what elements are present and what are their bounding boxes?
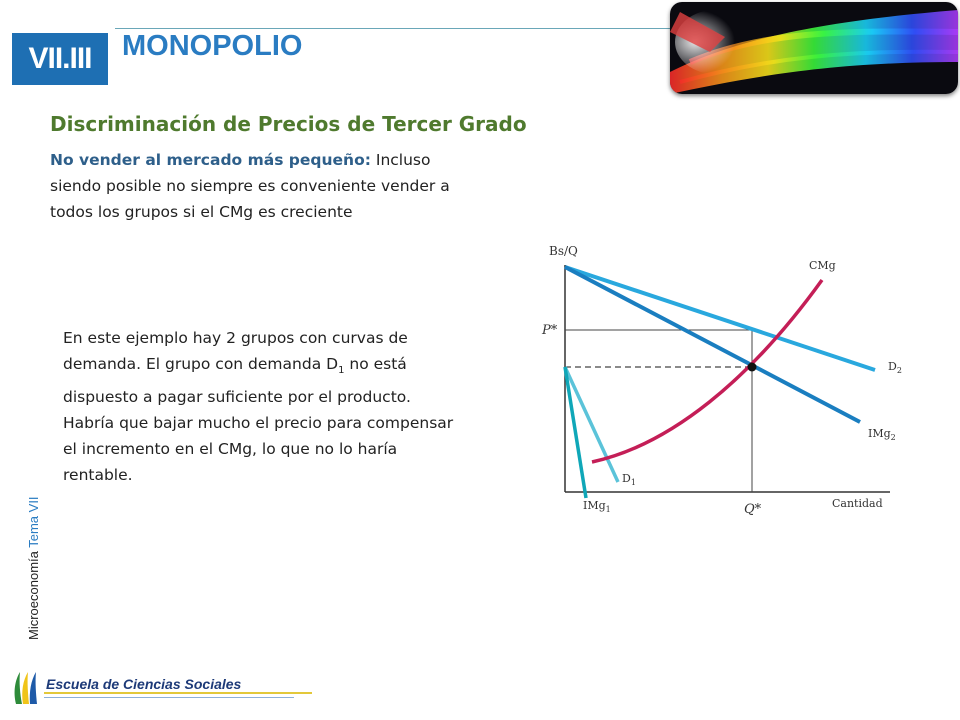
diagram-svg bbox=[520, 230, 920, 530]
example-paragraph bbox=[63, 325, 458, 488]
equilibrium-point bbox=[748, 363, 757, 372]
d1-label-main: D bbox=[622, 472, 631, 485]
price-label: P* bbox=[542, 323, 558, 338]
d2-label-main: D bbox=[888, 360, 897, 373]
header-banner-image bbox=[670, 2, 958, 94]
example-text-b: no está dispuesto a pagar suficiente por el producto. Habría que bajar mucho el precio para compensar el incremento en el CMg, lo que no lo haría rentable. bbox=[63, 355, 454, 485]
cmg-curve bbox=[592, 280, 822, 462]
img1-label bbox=[583, 499, 611, 514]
img2-label bbox=[868, 427, 896, 442]
slide-subtitle: Discriminación de Precios de Tercer Grado bbox=[50, 112, 527, 136]
rainbow-light-picture bbox=[670, 2, 958, 94]
school-name: Escuela de Ciencias Sociales bbox=[46, 676, 242, 692]
img1-label-main: IMg bbox=[583, 499, 606, 512]
page-title: MONOPOLIO bbox=[122, 30, 303, 62]
quantity-label: Q* bbox=[744, 502, 762, 517]
section-badge: VII.III bbox=[12, 33, 108, 85]
intro-paragraph bbox=[50, 147, 450, 225]
x-axis-label: Cantidad bbox=[832, 497, 883, 510]
course-topic: Tema VII bbox=[26, 496, 41, 548]
footer-rule-blue bbox=[44, 697, 294, 698]
img2-label-main: IMg bbox=[868, 427, 891, 440]
example-text-a: En este ejemplo hay 2 grupos con curvas de demanda. El grupo con demanda D bbox=[63, 329, 408, 373]
cmg-label: CMg bbox=[809, 259, 836, 272]
intro-lead: No vender al mercado más pequeño: bbox=[50, 151, 371, 169]
d2-curve bbox=[565, 267, 875, 370]
d2-label-sub: 2 bbox=[896, 366, 902, 375]
course-name: Microeconomía bbox=[26, 547, 41, 640]
header-rule bbox=[115, 28, 675, 29]
intro-body: Incluso siendo posible no siempre es conveniente vender a todos los grupos si el CMg es creciente bbox=[50, 151, 450, 221]
leaf-stripes-icon bbox=[12, 670, 42, 706]
y-axis-label: Bs/Q bbox=[549, 244, 578, 258]
price-discrimination-diagram bbox=[520, 230, 920, 534]
img1-label-sub: 1 bbox=[605, 505, 611, 514]
d1-label bbox=[622, 472, 636, 487]
d1-label-sub: 1 bbox=[630, 478, 636, 487]
course-label-vertical bbox=[26, 496, 41, 640]
school-logo-icon bbox=[12, 670, 42, 706]
example-subscript: 1 bbox=[338, 365, 345, 377]
img2-label-sub: 2 bbox=[890, 433, 896, 442]
footer-rule-yellow bbox=[44, 692, 312, 694]
d2-label bbox=[888, 360, 902, 375]
